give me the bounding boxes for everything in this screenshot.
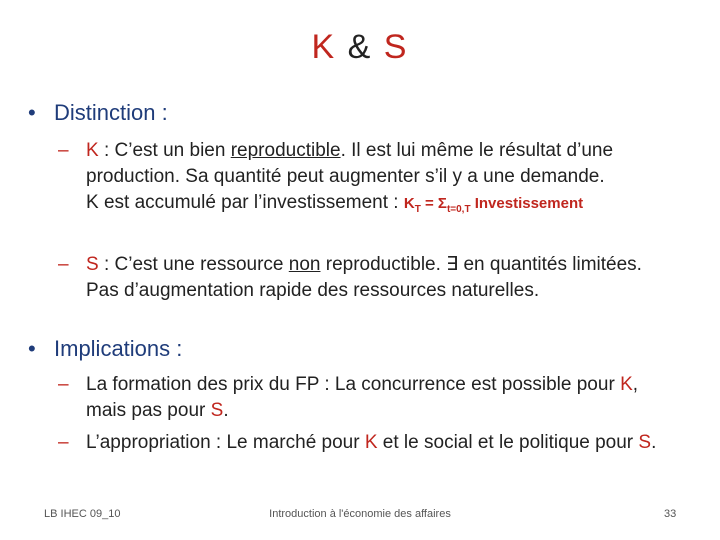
footer-center: Introduction à l'économie des affaires bbox=[269, 508, 451, 520]
footer-left: LB IHEC 09_10 bbox=[44, 508, 121, 520]
k-text2: . Il est lui même le résultat d’une production. Sa quantité peut augmenter s’il y a une demande. bbox=[86, 140, 614, 187]
bullet-distinction-label: Distinction : bbox=[54, 100, 168, 125]
impl2-text3: . bbox=[651, 432, 657, 453]
impl2-s: S bbox=[638, 432, 652, 453]
k-underlined: reproductible bbox=[230, 140, 341, 161]
implications-item-1 bbox=[58, 372, 678, 424]
formula-k: K bbox=[403, 195, 415, 212]
impl2-text1: L’appropriation : Le marché pour bbox=[86, 432, 365, 453]
title-s: S bbox=[383, 28, 409, 66]
dash-icon: – bbox=[58, 140, 69, 161]
distinction-k-item bbox=[58, 138, 678, 223]
slide-title bbox=[0, 28, 720, 67]
impl1-text2: , mais pas pour bbox=[86, 374, 639, 421]
s-letter: S bbox=[86, 254, 99, 275]
bullet-implications-label: Implications : bbox=[54, 336, 183, 361]
impl1-text3: . bbox=[223, 400, 229, 421]
formula-word: Investissement bbox=[470, 195, 584, 212]
k-letter: K bbox=[86, 140, 99, 161]
implications-item-2 bbox=[58, 430, 678, 456]
formula-sigma-sub: t=0,T bbox=[446, 204, 471, 215]
impl2-k: K bbox=[364, 432, 378, 453]
k-formula bbox=[403, 195, 584, 215]
impl1-text1: La formation des prix du FP : La concurrence est possible pour bbox=[86, 374, 621, 395]
dash-icon: – bbox=[58, 254, 69, 275]
bullet-dot-icon: • bbox=[28, 336, 36, 361]
s-underlined: non bbox=[288, 254, 321, 275]
formula-eq: = bbox=[420, 195, 438, 212]
title-ampersand: & bbox=[347, 28, 373, 66]
bullet-distinction bbox=[28, 100, 168, 126]
exists-symbol: ∃ bbox=[446, 254, 459, 275]
title-k: K bbox=[311, 28, 337, 66]
k-text3: K est accumulé par l’investissement : bbox=[86, 192, 404, 213]
dash-icon: – bbox=[58, 432, 69, 453]
formula-k-sub: T bbox=[414, 204, 421, 215]
bullet-implications bbox=[28, 336, 182, 362]
s-text3: en quantités limitées. Pas d’augmentation rapide des ressources naturelles. bbox=[86, 254, 642, 301]
dash-icon: – bbox=[58, 374, 69, 395]
page-number: 33 bbox=[664, 508, 677, 520]
distinction-s-item bbox=[58, 252, 678, 304]
formula-sigma: Σ bbox=[437, 195, 447, 212]
impl1-k: K bbox=[620, 374, 633, 395]
s-text1: : C’est une ressource bbox=[98, 254, 289, 275]
impl1-s: S bbox=[210, 400, 224, 421]
impl2-text2: et le social et le politique pour bbox=[377, 432, 639, 453]
s-text2: reproductible. bbox=[320, 254, 447, 275]
bullet-dot-icon: • bbox=[28, 100, 36, 125]
k-text1: : C’est un bien bbox=[98, 140, 231, 161]
